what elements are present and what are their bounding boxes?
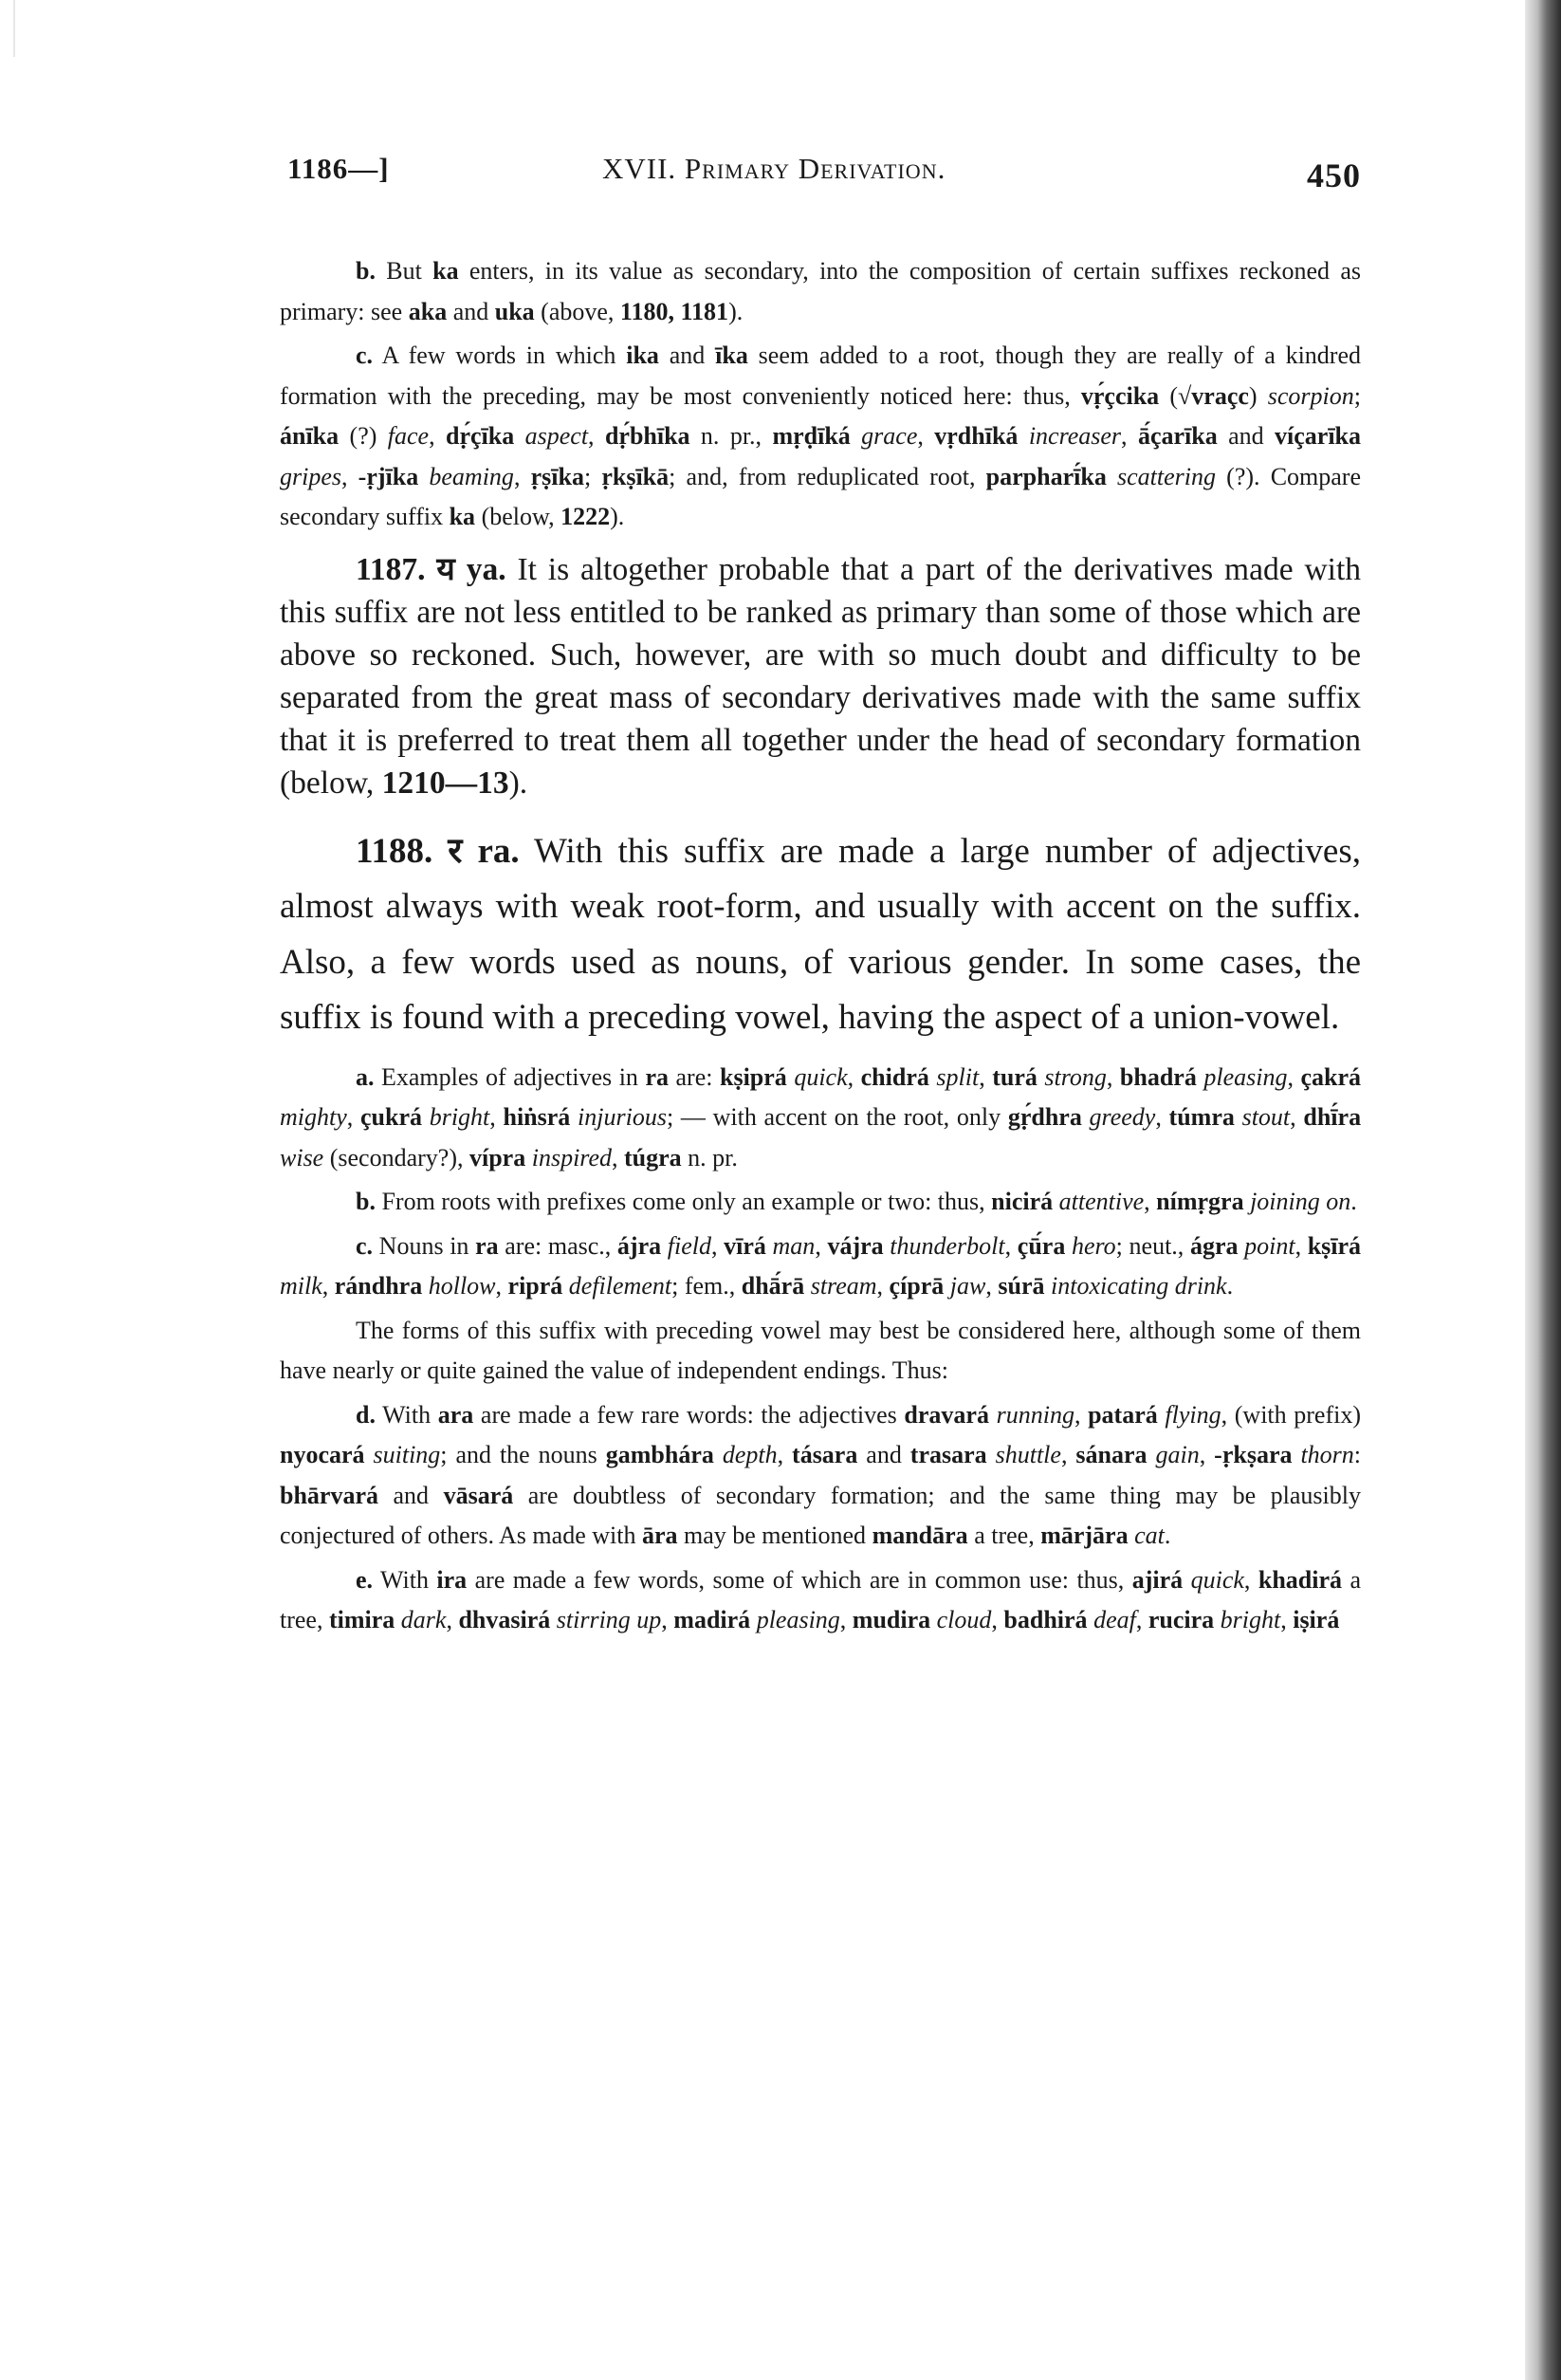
devanagari-letter: र bbox=[448, 829, 463, 871]
paragraph-1188e: e. With ira are made a few words, some of which are in common use: thus, ajirá quick, khadirá a tree, timira dark, dhvasirá stirring up, madirá pleasing, mudira cloud, badhirá deaf, rucira bright, iṣirá bbox=[280, 1565, 1362, 1633]
paragraph-1188: 1188. र ra. With this suffix are made a large number of adjectives, almost always with weak root-form, and usually with accent on the suffix. Also, a few words used as nouns, of various gender. In some cases, the suffix is found with a preceding vowel, having the aspect of a union-vowel. bbox=[280, 829, 1362, 1037]
chapter-title: XVII. Primary Derivation. bbox=[602, 152, 946, 185]
book-spine-shadow bbox=[1525, 0, 1561, 2380]
section-reference: 1186—] bbox=[287, 152, 390, 185]
paragraph-1188a: a. Examples of adjectives in ra are: kṣiprá quick, chidrá split, turá strong, bhadrá pleasing, çakrá mighty, çukrá bright, hiṅsrá injurious; — with accent on the root, only gṛ́dhra greedy, túmra stout, dhī́ra wise (secondary?), vípra inspired, túgra n. pr. bbox=[280, 1062, 1362, 1172]
paragraph-1187: 1187. य ya. It is altogether probable that a part of the derivatives made with this suffix are not less entitled to be ranked as primary than some of those which are above so reckoned. Such, however, are with so much doubt and difficulty to be separated from the great mass of secondary derivatives made with the same suffix that it is preferred to treat them all together under the head of secondary formation (below, 1210—13). bbox=[280, 549, 1362, 801]
paragraph-1188c: c. Nouns in ra are: masc., ájra field, vīrá man, vájra thunderbolt, çū́ra hero; neut., ágra point, kṣīrá milk, rándhra hollow, riprá defilement; fem., dhā́rā stream, çíprā jaw, súrā intoxicating drink. bbox=[280, 1231, 1362, 1300]
paragraph-1188d: d. With ara are made a few rare words: the adjectives dravará running, patará flying, (with prefix) nyocará suiting; and the nouns gambhára depth, tásara and trasara shuttle, sánara gain, -ṛkṣara thorn: bhārvará and vāsará are doubtless of secondary formation; and the same thing may be plausibly conjectured of others. As made with āra may be mentioned mandāra a tree, mārjāra cat. bbox=[280, 1400, 1362, 1549]
devanagari-letter: य bbox=[436, 549, 455, 587]
document-page bbox=[280, 142, 1361, 1645]
section-number: 1188. bbox=[356, 831, 433, 871]
page-number: 450 bbox=[1307, 157, 1361, 194]
running-header bbox=[280, 142, 1361, 199]
paragraph-1186c: c. A few words in which ika and īka seem added to a root, though they are really of a kindred formation with the preceding, may be most conveniently noticed here: thus, vṛ́çcika (√vraçc) scorpion; ánīka (?) face, dṛ́çīka aspect, dṛ́bhīka n. pr., mṛḍīká grace, vṛdhīká increaser, ā́çarīka and víçarīka gripes, -ṛjīka beaming, ṛṣīka; ṛkṣīkā; and, from reduplicated root, parpharī́ka scattering (?). Compare secondary suffix ka (below, 1222). bbox=[280, 341, 1362, 530]
section-number: 1187. bbox=[356, 551, 426, 587]
page-edge-mark bbox=[0, 0, 15, 57]
paragraph-1188b: b. From roots with prefixes come only an example or two: thus, nicirá attentive, nímṛgra joining on. bbox=[356, 1188, 1357, 1215]
paragraph-forms: The forms of this suffix with preceding vowel may best be considered here, although some of them have nearly or quite gained the value of independent endings. Thus: bbox=[280, 1316, 1361, 1384]
paragraph-1186b: b. But ka enters, in its value as secondary, into the composition of certain suffixes reckoned as primary: see aka and uka (above, 1180, 1181). bbox=[280, 257, 1361, 325]
